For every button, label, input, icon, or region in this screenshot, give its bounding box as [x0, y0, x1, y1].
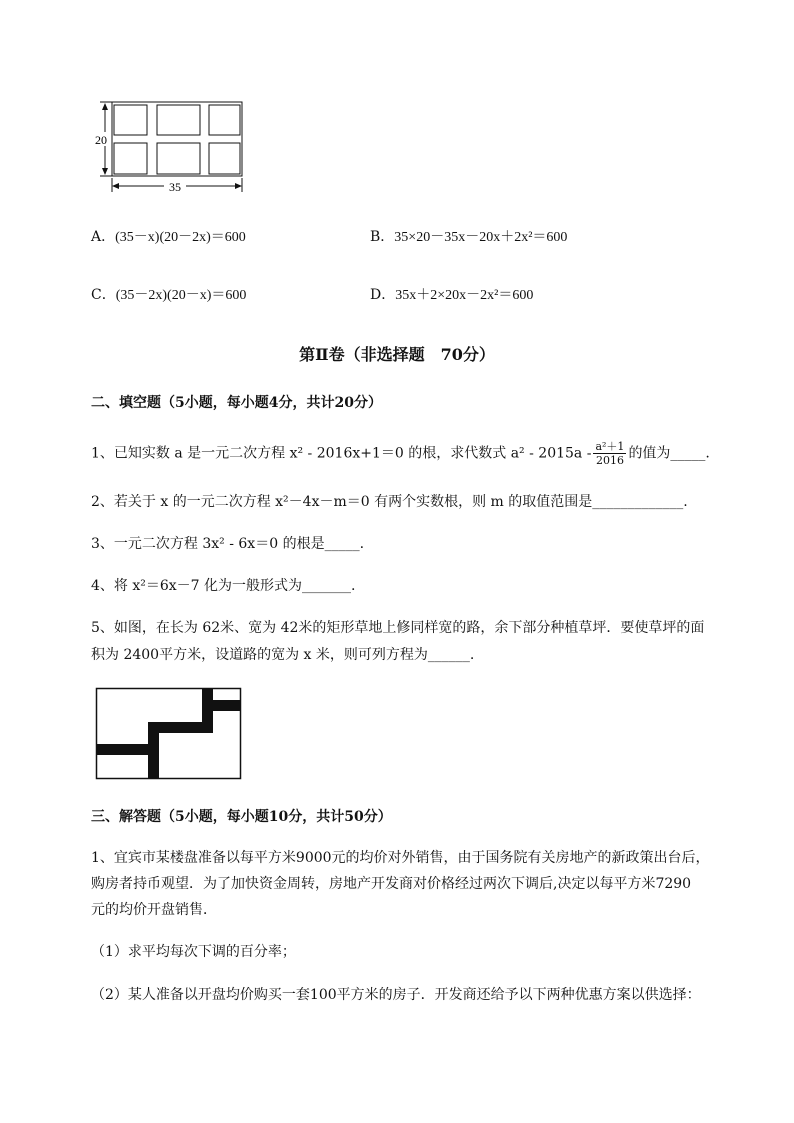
- question-2-1: 1、已知实数 a 是一元二次方程 x² - 2016x+1＝0 的根，求代数式 a² - 2015a - $\frac{\text{a²＋1}}{2016}$ 的值为_____.: [91, 440, 710, 467]
- question-2-2: 2、若关于 x 的一元二次方程 x²－4x－m＝0 有两个实数根，则 m 的取值范围是_____________.: [91, 494, 688, 510]
- staircase-road-figure: [95, 686, 243, 782]
- question-3-1-line-1: 1、宜宾市某楼盘准备以每平方米9000元的均价对外销售，由于国务院有关房地产的新政策出台后，: [91, 850, 710, 866]
- option-a: A．(35－x)(20－2x)＝600: [91, 229, 246, 245]
- part-title: 第Ⅱ卷（非选择题 70分）: [299, 345, 495, 364]
- option-b-expr: 35×20－35x－20x＋2x²＝600: [394, 230, 568, 245]
- question-3-1-line-2: 购房者持币观望．为了加快资金周转，房地产开发商对价格经过两次下调后,决定以每平方米7290: [91, 876, 692, 892]
- question-2-4: 4、将 x²＝6x－7 化为一般形式为_______.: [91, 578, 356, 594]
- road-rectangle-figure: [90, 96, 250, 196]
- question-2-5-line-1: 5、如图，在长为 62米、宽为 42米的矩形草地上修同样宽的路，余下部分种植草坪．要使草坪的面: [91, 620, 705, 636]
- option-b: B．35×20－35x－20x＋2x²＝600: [370, 229, 568, 245]
- question-3-1-sub-2: （2）某人准备以开盘均价购买一套100平方米的房子．开发商还给予以下两种优惠方案以供选择：: [91, 987, 701, 1003]
- question-3-1-sub-1: （1）求平均每次下调的百分率；: [91, 944, 296, 960]
- option-a-expr: (35－x)(20－2x)＝600: [115, 230, 246, 245]
- question-3-1-line-3: 元的均价开盘销售．: [91, 902, 217, 918]
- width-label: 35: [169, 180, 181, 194]
- option-c-expr: (35－2x)(20－x)＝600: [115, 288, 247, 303]
- option-d-expr: 35x＋2×20x－2x²＝600: [395, 288, 534, 303]
- option-d: D．35x＋2×20x－2x²＝600: [370, 287, 534, 303]
- section-heading-solve: 三、解答题（5小题，每小题10分，共计50分）: [91, 809, 392, 825]
- question-2-5-line-2: 积为 2400平方米，设道路的宽为 x 米，则可列方程为______.: [91, 647, 475, 663]
- option-c: C．(35－2x)(20－x)＝600: [91, 287, 247, 303]
- section-heading-fill-in: 二、填空题（5小题，每小题4分，共计20分）: [91, 395, 382, 411]
- fraction: $\frac{\text{a²＋1}}{2016}$: [595, 440, 625, 467]
- question-2-3: 3、一元二次方程 3x² - 6x＝0 的根是_____.: [91, 536, 365, 552]
- height-label: 20: [95, 133, 107, 147]
